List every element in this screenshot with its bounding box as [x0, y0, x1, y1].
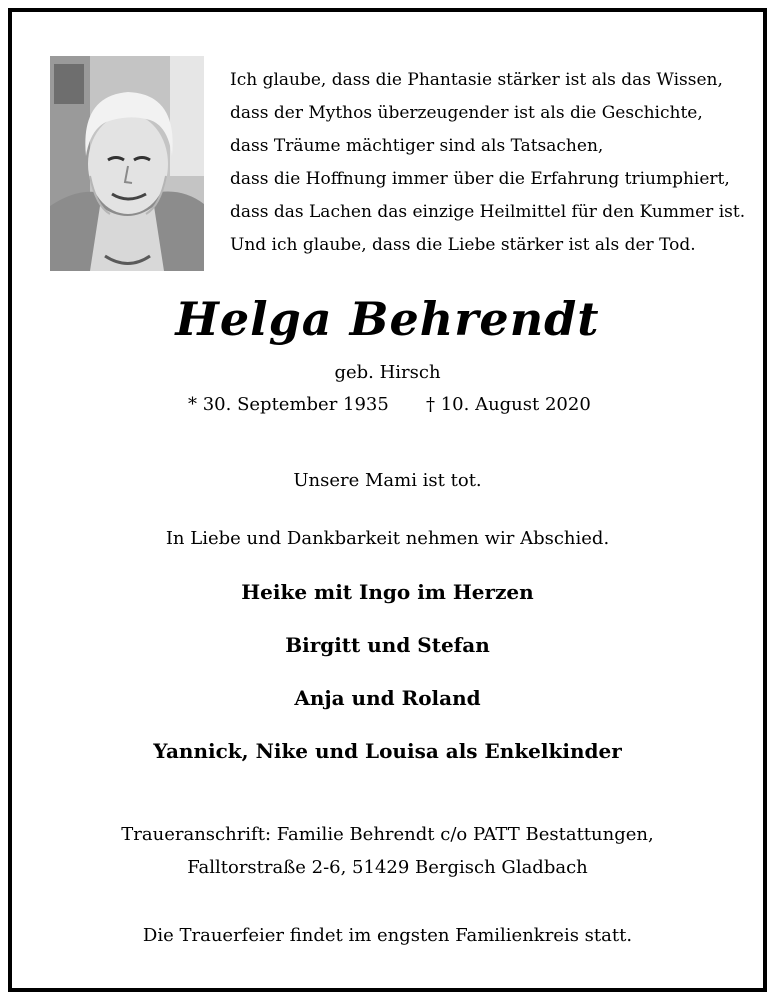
deceased-name: Helga Behrendt — [175, 292, 600, 346]
mourner-name: Birgitt und Stefan — [285, 633, 490, 657]
quote-line: Und ich glaube, dass die Liebe stärker ist als der Tod. — [230, 235, 696, 255]
death-date: † 10. August 2020 — [426, 394, 591, 415]
address-line-2: Falltorstraße 2-6, 51429 Bergisch Gladbach — [187, 857, 588, 878]
quote-line: dass Träume mächtiger sind als Tatsachen, — [230, 136, 604, 156]
message-line-2: In Liebe und Dankbarkeit nehmen wir Abschied. — [165, 528, 610, 549]
quote-line: dass der Mythos überzeugender ist als die Geschichte, — [230, 103, 703, 123]
quote-line: Ich glaube, dass die Phantasie stärker ist als das Wissen, — [230, 70, 723, 90]
birth-name: geb. Hirsch — [334, 362, 441, 383]
birth-date: * 30. September 1935 — [188, 394, 389, 415]
address-line-1: Traueranschrift: Familie Behrendt c/o PATT Bestattungen, — [121, 824, 654, 845]
quote-line: dass die Hoffnung immer über die Erfahrung triumphiert, — [230, 169, 730, 189]
mourner-name: Heike mit Ingo im Herzen — [241, 580, 534, 604]
quote-line: dass das Lachen das einzige Heilmittel für den Kummer ist. — [230, 202, 746, 222]
quote-block — [230, 64, 750, 262]
mourner-name: Anja und Roland — [294, 686, 481, 710]
message-line-1: Unsere Mami ist tot. — [293, 470, 482, 491]
portrait-photo — [50, 56, 204, 271]
obituary-notice — [8, 8, 767, 992]
funeral-note: Die Trauerfeier findet im engsten Familienkreis statt. — [142, 925, 633, 946]
mourner-name: Yannick, Nike und Louisa als Enkelkinder — [153, 739, 622, 763]
